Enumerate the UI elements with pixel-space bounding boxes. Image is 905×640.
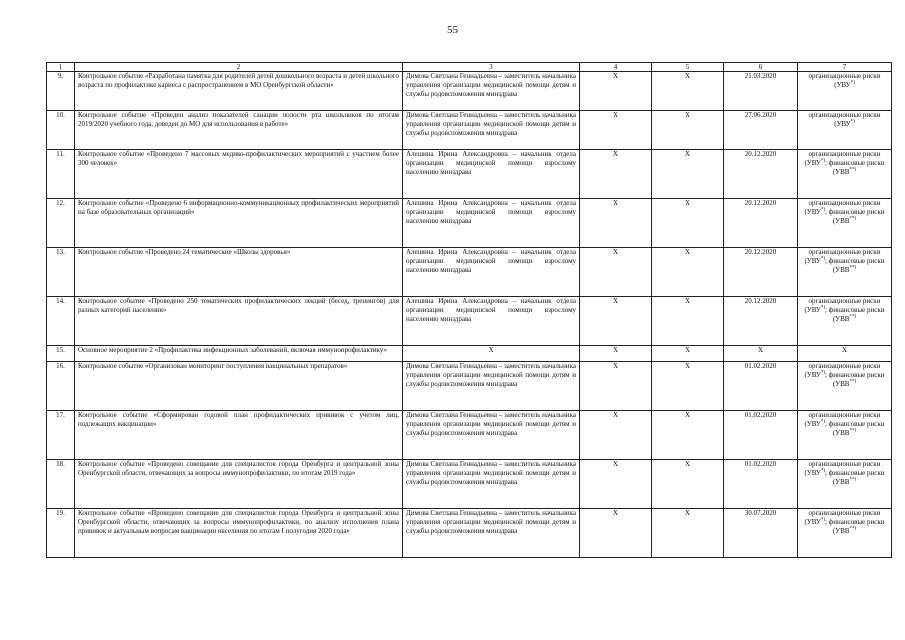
deadline-date: 01.02.2020 — [724, 362, 798, 411]
event-description: Основное мероприятие 2 «Профилактика инфекционных заболеваний, включая иммунопрофилактику» — [75, 346, 403, 362]
row-number: 10. — [47, 111, 75, 150]
risk-sup-text: *) — [820, 305, 825, 311]
responsible-person: X — [403, 346, 580, 362]
risk-description — [798, 346, 892, 362]
risk-text: организационные риски (УВУ — [804, 411, 881, 428]
event-description: Контрольное событие «Проведено 7 массовых медико-профилактических мероприятий с участием более 300 человек» — [75, 150, 403, 199]
plan-table — [46, 62, 892, 558]
risk2-text: ; финансовые риски (УВВ — [824, 208, 885, 225]
risk-text: организационные риски (УВУ — [804, 509, 881, 526]
column-4-value: X — [580, 460, 652, 509]
risk-description — [798, 150, 892, 199]
risk-sup-text: *) — [820, 517, 825, 523]
risk2-sup-text: **) — [849, 477, 857, 483]
row-number: 9. — [47, 72, 75, 111]
row-number: 16. — [47, 362, 75, 411]
column-4-value: X — [580, 346, 652, 362]
risk2-sup-text: **) — [849, 428, 857, 434]
risk-description — [798, 509, 892, 558]
risk2-sup-text: **) — [849, 167, 857, 173]
risk-description — [798, 297, 892, 346]
responsible-person: Димова Светлана Геннадьевна – заместитель начальника управления организации медицинской помощи детям и службы родовспоможения минздрава — [403, 111, 580, 150]
column-4-value: X — [580, 297, 652, 346]
column-4-value: X — [580, 509, 652, 558]
event-description: Контрольное событие «Разработана памятка для родителей детей дошкольного возраста и детей школьного возраста по профилактике кариеса с распространением в МО Оренбургской области» — [75, 72, 403, 111]
responsible-person: Димова Светлана Геннадьевна – заместитель начальника управления организации медицинской помощи детям и службы родовспоможения минздрава — [403, 411, 580, 460]
table-row — [47, 346, 892, 362]
responsible-person: Димова Светлана Геннадьевна – заместитель начальника управления организации медицинской помощи детям и службы родовспоможения минздрава — [403, 460, 580, 509]
risk-sup-text: *) — [850, 119, 855, 125]
risk-sup-text: *) — [820, 370, 825, 376]
table-row — [47, 509, 892, 558]
row-number: 12. — [47, 199, 75, 248]
column-5-value: X — [652, 346, 724, 362]
event-description: Контрольное событие «Проведено 24 тематические «Школы здоровья» — [75, 248, 403, 297]
risk2-text: ; финансовые риски (УВВ — [824, 469, 885, 486]
deadline-date: 01.02.2020 — [724, 460, 798, 509]
event-description: Контрольное событие «Проведено 6 информационно-коммуникационных профилактических мероприятий на базе образовательных организаций» — [75, 199, 403, 248]
event-description: Контрольное событие «Сформирован годовой план профилактических прививок с учетом лиц, подлежащих вакцинации» — [75, 411, 403, 460]
column-number: 6 — [724, 63, 798, 72]
row-number: 11. — [47, 150, 75, 199]
row-number: 14. — [47, 297, 75, 346]
column-number: 3 — [403, 63, 580, 72]
responsible-person: Алешина Ирина Александровна – начальник отдела организации медицинской помощи взрослому населению минздрава — [403, 248, 580, 297]
event-description: Контрольное событие «Проведен анализ показателей санации полости рта школьников по итогам 2019/2020 учебного года, доведен до МО для использования в работе» — [75, 111, 403, 150]
risk-text: организационные риски (УВУ — [808, 111, 881, 128]
risk-text: X — [841, 346, 848, 354]
column-4-value: X — [580, 248, 652, 297]
row-number: 15. — [47, 346, 75, 362]
column-5-value: X — [652, 199, 724, 248]
column-5-value: X — [652, 150, 724, 199]
risk2-text: ; финансовые риски (УВВ — [824, 371, 885, 388]
column-number: 1 — [47, 63, 75, 72]
deadline-date: X — [724, 346, 798, 362]
risk2-text: ; финансовые риски (УВВ — [824, 518, 885, 535]
column-number: 5 — [652, 63, 724, 72]
risk2-sup-text: **) — [849, 379, 857, 385]
deadline-date: 20.12.2020 — [724, 297, 798, 346]
column-5-value: X — [652, 72, 724, 111]
risk2-sup-text: **) — [849, 216, 857, 222]
deadline-date: 01.02.2020 — [724, 411, 798, 460]
risk-sup-text: *) — [820, 419, 825, 425]
risk-description — [798, 72, 892, 111]
table-row — [47, 411, 892, 460]
responsible-person: Алешина Ирина Александровна – начальник отдела организации медицинской помощи взрослому населению минздрава — [403, 297, 580, 346]
table-row — [47, 248, 892, 297]
event-description: Контрольное событие «Проведено совещание для специалистов города Оренбурга и центральной зоны Оренбургской области, отвечающих за вопросы иммунопрофилактики, по анализу исполнения плана прививок и актуальным вопросам вакцинации населения по итогам I полугодия 2020 года» — [75, 509, 403, 558]
column-4-value: X — [580, 72, 652, 111]
risk-description — [798, 111, 892, 150]
deadline-date: 20.12.2020 — [724, 248, 798, 297]
column-4-value: X — [580, 199, 652, 248]
risk2-sup-text: **) — [849, 265, 857, 271]
risk-text: организационные риски (УВУ — [804, 199, 881, 216]
deadline-date: 30.07.2020 — [724, 509, 798, 558]
risk-description — [798, 248, 892, 297]
risk-sup-text: *) — [850, 80, 855, 86]
responsible-person: Алешина Ирина Александровна – начальник отдела организации медицинской помощи взрослому населению минздрава — [403, 199, 580, 248]
column-number: 7 — [798, 63, 892, 72]
deadline-date: 21.03.2020 — [724, 72, 798, 111]
responsible-person: Димова Светлана Геннадьевна – заместитель начальника управления организации медицинской помощи детям и службы родовспоможения минздрава — [403, 509, 580, 558]
deadline-date: 27.06.2020 — [724, 111, 798, 150]
column-5-value: X — [652, 248, 724, 297]
risk-description — [798, 199, 892, 248]
column-5-value: X — [652, 111, 724, 150]
responsible-person: Димова Светлана Геннадьевна – заместитель начальника управления организации медицинской помощи детям и службы родовспоможения минздрава — [403, 362, 580, 411]
column-5-value: X — [652, 411, 724, 460]
risk2-text: ; финансовые риски (УВВ — [824, 420, 885, 437]
row-number: 13. — [47, 248, 75, 297]
table-row — [47, 362, 892, 411]
column-4-value: X — [580, 111, 652, 150]
page-number: 55 — [447, 24, 458, 36]
risk-text: организационные риски (УВУ — [808, 72, 881, 89]
table-row — [47, 150, 892, 199]
responsible-person: Алешина Ирина Александровна – начальник отдела организации медицинской помощи взрослому населению минздрава — [403, 150, 580, 199]
event-description: Контрольное событие «Проведено совещание для специалистов города Оренбурга и центральной зоны Оренбургской области, отвечающих за вопросы иммунопрофилактики, по итогам 2019 года» — [75, 460, 403, 509]
column-4-value: X — [580, 150, 652, 199]
risk2-text: ; финансовые риски (УВВ — [824, 306, 885, 323]
risk2-text: ; финансовые риски (УВВ — [824, 159, 885, 176]
risk-sup-text: *) — [820, 468, 825, 474]
table-row — [47, 72, 892, 111]
row-number: 17. — [47, 411, 75, 460]
risk-sup-text: *) — [820, 256, 825, 262]
risk-description — [798, 362, 892, 411]
risk-text: организационные риски (УВУ — [804, 150, 881, 167]
deadline-date: 20.12.2020 — [724, 150, 798, 199]
risk-description — [798, 460, 892, 509]
table-row — [47, 460, 892, 509]
table-row — [47, 297, 892, 346]
risk-text: организационные риски (УВУ — [804, 460, 881, 477]
column-4-value: X — [580, 411, 652, 460]
column-number: 2 — [75, 63, 403, 72]
risk-sup-text: *) — [820, 158, 825, 164]
column-5-value: X — [652, 509, 724, 558]
column-5-value: X — [652, 297, 724, 346]
risk-text: организационные риски (УВУ — [804, 297, 881, 314]
risk-text: организационные риски (УВУ — [804, 362, 881, 379]
column-5-value: X — [652, 362, 724, 411]
risk2-sup-text: **) — [849, 526, 857, 532]
deadline-date: 20.12.2020 — [724, 199, 798, 248]
responsible-person: Димова Светлана Геннадьевна – заместитель начальника управления организации медицинской помощи детям и службы родовспоможения минздрава — [403, 72, 580, 111]
risk2-sup-text: **) — [849, 314, 857, 320]
column-5-value: X — [652, 460, 724, 509]
column-4-value: X — [580, 362, 652, 411]
table-row — [47, 199, 892, 248]
table-row — [47, 111, 892, 150]
column-number-row — [47, 63, 892, 72]
risk-text: организационные риски (УВУ — [804, 248, 881, 265]
risk2-text: ; финансовые риски (УВВ — [824, 257, 885, 274]
risk-description — [798, 411, 892, 460]
column-number: 4 — [580, 63, 652, 72]
event-description: Контрольное событие «Организован мониторинг поступления вакцинальных препаратов» — [75, 362, 403, 411]
row-number: 19. — [47, 509, 75, 558]
row-number: 18. — [47, 460, 75, 509]
event-description: Контрольное событие «Проведено 250 тематических профилактических лекций (бесед, тренингов) для разных категорий населения» — [75, 297, 403, 346]
risk-sup-text: *) — [820, 207, 825, 213]
